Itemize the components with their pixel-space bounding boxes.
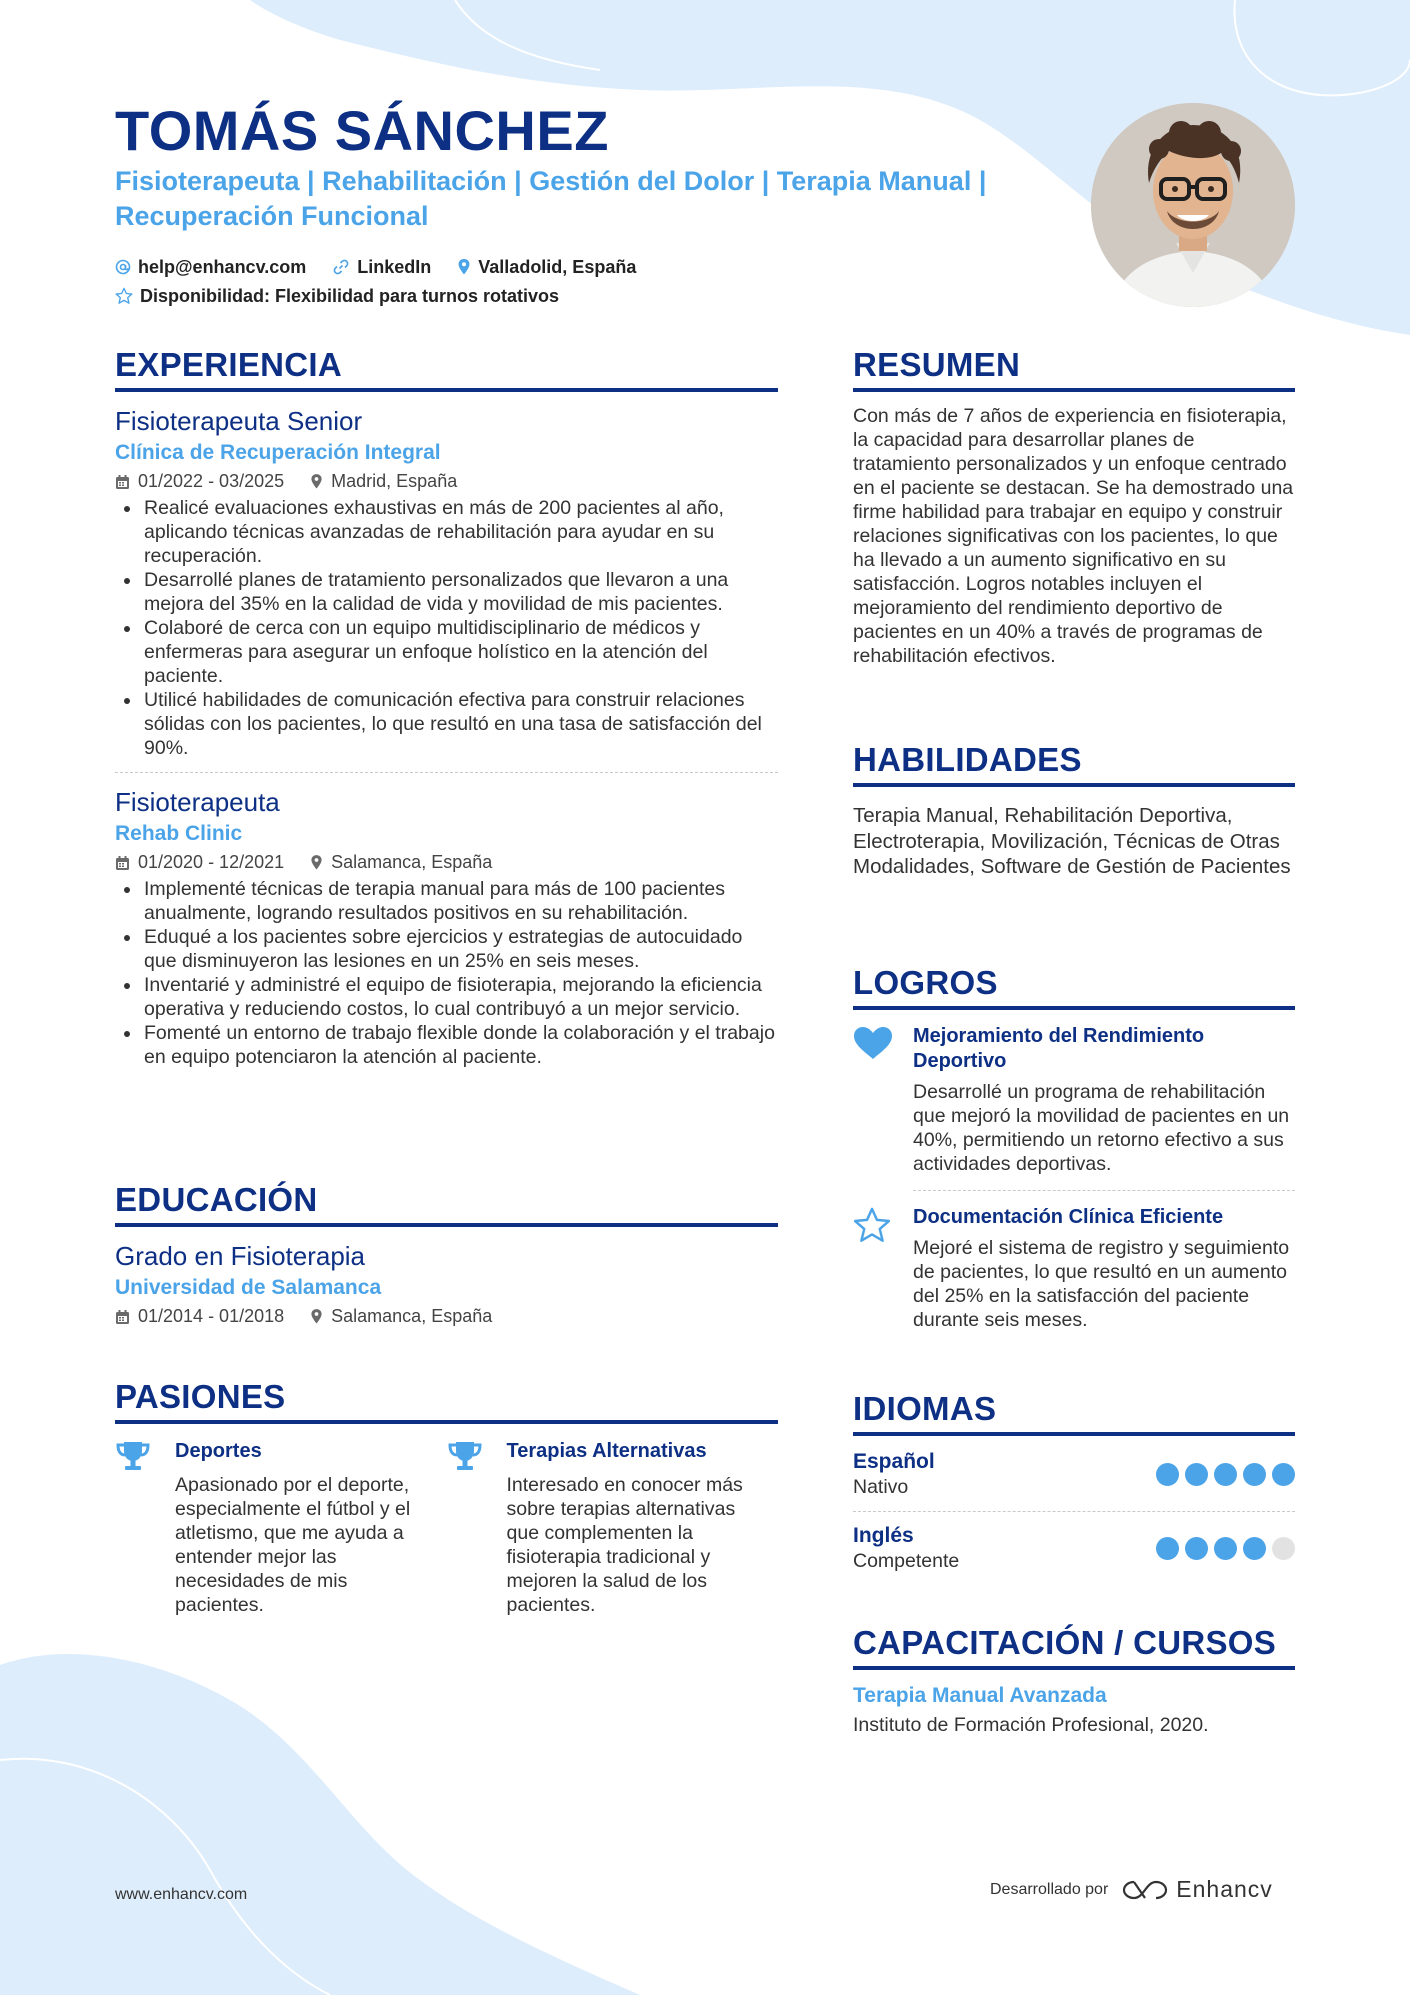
availability-contact bbox=[115, 286, 559, 307]
achievement-text: Mejoré el sistema de registro y seguimiento de pacientes, lo que resultó en un aumento del 25% en la satisfacción del paciente durante seis meses. bbox=[913, 1237, 1290, 1331]
passion-text: Interesado en conocer más sobre terapias alternativas que complementen la fisioterapia tradicional y mejoren la salud de los pacientes. bbox=[506, 1474, 743, 1616]
profile-portrait-illustration bbox=[1091, 103, 1295, 307]
location-pin-icon bbox=[310, 1308, 323, 1325]
location-pin-icon bbox=[457, 258, 471, 276]
entry-divider bbox=[853, 1511, 1295, 1512]
trophy-icon bbox=[447, 1440, 483, 1472]
education-location-text: Salamanca, España bbox=[331, 1306, 493, 1326]
enhancv-logo-icon bbox=[1122, 1878, 1168, 1902]
job-title: Fisioterapeuta Senior bbox=[115, 406, 363, 436]
education-dates-text: 01/2014 - 01/2018 bbox=[138, 1306, 285, 1326]
at-icon bbox=[115, 259, 131, 275]
entry-divider bbox=[913, 1190, 1295, 1191]
email-contact[interactable] bbox=[115, 257, 306, 278]
job-bullet: • Desarrollé planes de tratamiento personalizados que llevaron a una mejora del 35% en la calidad de vida y movilidad de mis pacientes. bbox=[142, 568, 778, 616]
trophy-icon bbox=[115, 1440, 151, 1472]
headline: Fisioterapeuta | Rehabilitación | Gestión del Dolor | Terapia Manual | Recuperación Funcional bbox=[115, 166, 987, 231]
education-dates bbox=[115, 1306, 284, 1327]
school-name: Universidad de Salamanca bbox=[115, 1276, 382, 1299]
footer-website[interactable]: www.enhancv.com bbox=[115, 1886, 248, 1903]
job-bullet: • Utilicé habilidades de comunicación efectiva para construir relaciones sólidas con los pacientes, lo que resultó en una tasa de satisfacción del 90%. bbox=[142, 688, 778, 760]
experience-heading: EXPERIENCIA bbox=[115, 346, 778, 392]
calendar-icon bbox=[115, 855, 130, 871]
passion-text: Apasionado por el deporte, especialmente el fútbol y el atletismo, que me ayuda a entender mejor las necesidades de mis pacientes. bbox=[175, 1474, 411, 1616]
experience-section bbox=[115, 346, 778, 1069]
rating-dot-filled bbox=[1272, 1463, 1295, 1486]
location-text: Valladolid, España bbox=[478, 256, 637, 277]
rating-dot-filled bbox=[1156, 1463, 1179, 1486]
rating-dot-filled bbox=[1243, 1463, 1266, 1486]
job-dates bbox=[115, 852, 284, 873]
footer-branding bbox=[990, 1876, 1273, 1903]
powered-by-text: Desarrollado por bbox=[990, 1880, 1109, 1898]
job-dates-text: 01/2022 - 03/2025 bbox=[138, 471, 285, 491]
job-entry bbox=[115, 787, 778, 1069]
job-title: Fisioterapeuta bbox=[115, 787, 280, 817]
passion-title: Deportes bbox=[175, 1440, 262, 1462]
achievement-title: Mejoramiento del Rendimiento Deportivo bbox=[913, 1025, 1205, 1072]
job-bullet: • Inventarié y administré el equipo de fisioterapia, mejorando la eficiencia operativa y reduciendo costos, lo cual contribuyó a un mejor servicio. bbox=[142, 973, 778, 1021]
skills-heading: HABILIDADES bbox=[853, 741, 1295, 787]
entry-divider bbox=[115, 772, 778, 773]
passion-title: Terapias Alternativas bbox=[506, 1440, 707, 1462]
language-rating bbox=[1150, 1463, 1295, 1486]
skills-section bbox=[853, 741, 1295, 880]
rating-dot-filled bbox=[1185, 1537, 1208, 1560]
job-entry bbox=[115, 406, 778, 760]
degree-title: Grado en Fisioterapia bbox=[115, 1241, 366, 1271]
location-pin-icon bbox=[310, 473, 323, 490]
job-dates bbox=[115, 471, 284, 492]
passions-section bbox=[115, 1378, 778, 1617]
rating-dot-filled bbox=[1243, 1537, 1266, 1560]
rating-dot-empty bbox=[1272, 1537, 1295, 1560]
brand-name: Enhancv bbox=[1176, 1876, 1273, 1902]
rating-dot-filled bbox=[1214, 1463, 1237, 1486]
heart-icon bbox=[853, 1026, 893, 1060]
company-name: Rehab Clinic bbox=[115, 822, 243, 845]
language-item bbox=[853, 1524, 1295, 1573]
achievements-heading: LOGROS bbox=[853, 964, 1295, 1010]
achievements-section bbox=[853, 964, 1295, 1332]
location-pin-icon bbox=[310, 854, 323, 871]
language-level: Competente bbox=[853, 1550, 960, 1572]
star-outline-icon bbox=[115, 287, 133, 305]
rating-dot-filled bbox=[1156, 1537, 1179, 1560]
education-heading: EDUCACIÓN bbox=[115, 1181, 778, 1227]
star-icon bbox=[853, 1207, 891, 1243]
calendar-icon bbox=[115, 1309, 130, 1325]
course-details: Instituto de Formación Profesional, 2020. bbox=[853, 1714, 1209, 1736]
availability-text: Disponibilidad: Flexibilidad para turnos rotativos bbox=[140, 285, 560, 306]
summary-heading: RESUMEN bbox=[853, 346, 1295, 392]
job-bullets bbox=[115, 877, 778, 1069]
job-location bbox=[310, 852, 492, 873]
achievement-item bbox=[853, 1024, 1295, 1176]
education-section bbox=[115, 1181, 778, 1331]
candidate-name: TOMÁS SÁNCHEZ bbox=[115, 99, 609, 162]
rating-dot-filled bbox=[1185, 1463, 1208, 1486]
job-dates-text: 01/2020 - 12/2021 bbox=[138, 852, 285, 872]
contact-info bbox=[115, 254, 662, 312]
job-bullet: • Fomenté un entorno de trabajo flexible donde la colaboración y el trabajo en equipo potenciaron la atención al paciente. bbox=[142, 1021, 778, 1069]
job-location bbox=[310, 471, 457, 492]
linkedin-text: LinkedIn bbox=[357, 256, 432, 277]
job-bullet: • Implementé técnicas de terapia manual para más de 100 pacientes anualmente, logrando resultados positivos en su rehabilitación. bbox=[142, 877, 778, 925]
email-text: help@enhancv.com bbox=[138, 256, 307, 277]
education-location bbox=[310, 1306, 492, 1327]
achievement-item bbox=[853, 1205, 1295, 1332]
courses-section bbox=[853, 1624, 1295, 1737]
passion-item bbox=[115, 1440, 447, 1617]
location-contact bbox=[457, 257, 636, 278]
job-location-text: Salamanca, España bbox=[331, 852, 493, 872]
languages-heading: IDIOMAS bbox=[853, 1390, 1295, 1436]
company-name: Clínica de Recuperación Integral bbox=[115, 441, 441, 464]
job-bullet: • Eduqué a los pacientes sobre ejercicios y estrategias de autocuidado que disminuyeron las lesiones en un 25% en seis meses. bbox=[142, 925, 778, 973]
linkedin-contact[interactable] bbox=[332, 257, 431, 278]
language-name: Inglés bbox=[853, 1524, 914, 1547]
summary-section bbox=[853, 346, 1295, 668]
passion-item bbox=[447, 1440, 779, 1617]
achievement-title: Documentación Clínica Eficiente bbox=[913, 1206, 1224, 1228]
job-bullet: • Realicé evaluaciones exhaustivas en más de 200 pacientes al año, aplicando técnicas avanzadas de rehabilitación para ayudar en su recuperación. bbox=[142, 496, 778, 568]
language-level: Nativo bbox=[853, 1476, 909, 1498]
job-bullets bbox=[115, 496, 778, 760]
language-rating bbox=[1150, 1537, 1295, 1560]
achievement-text: Desarrollé un programa de rehabilitación que mejoró la movilidad de pacientes en un 40%, permitiendo un retorno efectivo a sus actividades deportivas. bbox=[913, 1081, 1290, 1175]
languages-section bbox=[853, 1390, 1295, 1573]
job-location-text: Madrid, España bbox=[331, 471, 458, 491]
language-item bbox=[853, 1450, 1295, 1499]
job-bullet: • Colaboré de cerca con un equipo multidisciplinario de médicos y enfermeras para asegurar un enfoque holístico en la atención del paciente. bbox=[142, 616, 778, 688]
summary-text: Con más de 7 años de experiencia en fisioterapia, la capacidad para desarrollar planes de tratamiento personalizados y un enfoque centrado en el paciente se destacan. Se ha demostrado una firme habilidad para trabajar en equipo y construir relaciones significativas con los pacientes, lo que ha llevado a un aumento significativo en su satisfacción. Logros notables incluyen el mejoramiento del rendimiento deportivo de pacientes en un 40% a través de programas de rehabilitación efectivos. bbox=[853, 405, 1294, 667]
profile-photo bbox=[1091, 103, 1295, 307]
passions-heading: PASIONES bbox=[115, 1378, 778, 1424]
link-icon bbox=[332, 258, 350, 276]
course-title: Terapia Manual Avanzada bbox=[853, 1684, 1107, 1707]
skills-text: Terapia Manual, Rehabilitación Deportiva, Electroterapia, Movilización, Técnicas de Otras Modalidades, Software de Gestión de Pacientes bbox=[853, 804, 1291, 878]
calendar-icon bbox=[115, 474, 130, 490]
rating-dot-filled bbox=[1214, 1537, 1237, 1560]
courses-heading: CAPACITACIÓN / CURSOS bbox=[853, 1624, 1295, 1670]
language-name: Español bbox=[853, 1450, 935, 1473]
